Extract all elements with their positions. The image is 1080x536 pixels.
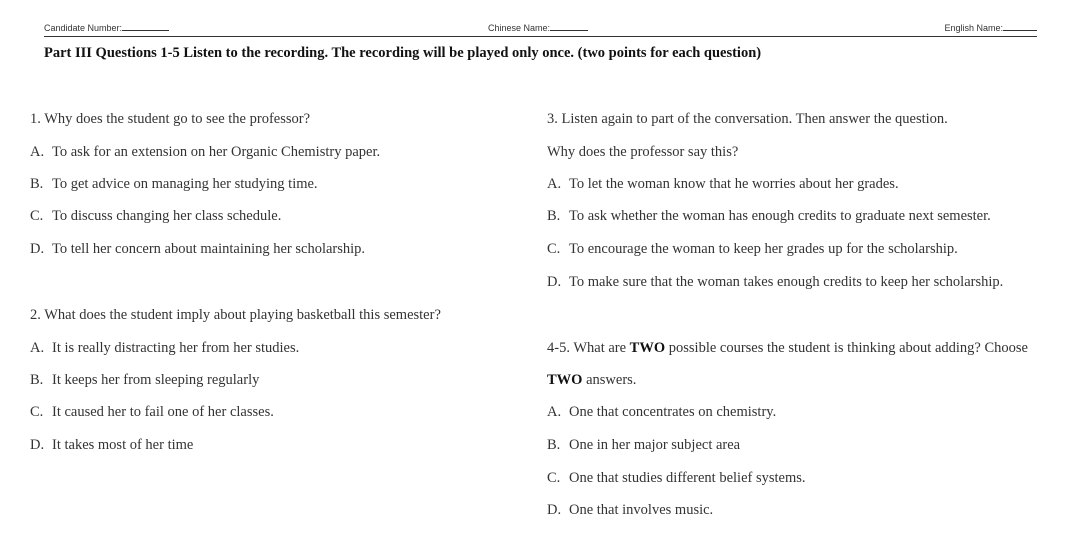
option-text: It caused her to fail one of her classes. xyxy=(52,404,274,420)
option-letter: D. xyxy=(30,437,45,453)
answer-option xyxy=(547,240,958,258)
question-stem: 1. Why does the student go to see the professor? xyxy=(30,111,311,127)
option-text: One in her major subject area xyxy=(569,437,741,453)
option-text: To ask whether the woman has enough credits to graduate next semester. xyxy=(569,208,991,224)
answer-option xyxy=(30,175,318,193)
option-letter: B. xyxy=(30,176,44,192)
option-letter: A. xyxy=(30,340,45,356)
option-letter: C. xyxy=(547,241,561,257)
option-text: One that involves music. xyxy=(569,502,714,518)
option-text: One that studies different belief systems. xyxy=(569,470,806,486)
question-stem xyxy=(547,339,1028,357)
answer-option xyxy=(30,339,299,357)
option-text: To let the woman know that he worries about her grades. xyxy=(569,176,899,192)
option-text: To ask for an extension on her Organic Chemistry paper. xyxy=(52,144,381,160)
question-stem: 2. What does the student imply about playing basketball this semester? xyxy=(30,307,441,323)
option-text: To encourage the woman to keep her grades up for the scholarship. xyxy=(569,241,958,257)
option-letter: A. xyxy=(547,404,562,420)
answer-option xyxy=(30,403,274,421)
stem-keyword: TWO xyxy=(629,340,666,356)
candidate-number-label: Candidate Number: xyxy=(44,23,123,33)
answer-option xyxy=(547,469,806,487)
chinese-name-label: Chinese Name: xyxy=(488,23,551,33)
english-name-field xyxy=(944,22,1037,33)
option-letter: B. xyxy=(547,437,561,453)
option-letter: B. xyxy=(30,372,44,388)
stem-text: 4-5. What are xyxy=(547,340,630,356)
option-letter: C. xyxy=(547,470,561,486)
part-title: Part III Questions 1-5 Listen to the recording. The recording will be played only once. (two points for each question) xyxy=(44,45,762,61)
stem-keyword: TWO xyxy=(547,372,583,388)
english-name-label: English Name: xyxy=(944,23,1003,33)
option-letter: C. xyxy=(30,208,44,224)
chinese-name-field xyxy=(488,22,588,33)
answer-option xyxy=(547,436,740,454)
exam-header xyxy=(44,20,1037,37)
option-text: It takes most of her time xyxy=(52,437,194,453)
answer-option xyxy=(30,207,281,225)
answer-option xyxy=(30,143,380,161)
answer-option xyxy=(547,207,991,225)
option-text: To tell her concern about maintaining her scholarship. xyxy=(52,241,366,257)
chinese-name-blank xyxy=(550,22,588,31)
answer-option xyxy=(547,175,899,193)
option-text: It is really distracting her from her studies. xyxy=(52,340,300,356)
option-text: To discuss changing her class schedule. xyxy=(52,208,282,224)
option-letter: C. xyxy=(30,404,44,420)
option-text: To get advice on managing her studying time. xyxy=(52,176,318,192)
option-letter: D. xyxy=(547,502,562,518)
option-letter: A. xyxy=(547,176,562,192)
option-text: To make sure that the woman takes enough credits to keep her scholarship. xyxy=(569,274,1004,290)
candidate-number-field xyxy=(44,22,169,33)
candidate-number-blank xyxy=(122,22,169,31)
answer-option xyxy=(30,436,193,454)
option-letter: D. xyxy=(547,274,562,290)
answer-option xyxy=(547,403,776,421)
answer-option xyxy=(30,371,259,389)
option-text: It keeps her from sleeping regularly xyxy=(52,372,260,388)
answer-option xyxy=(30,240,365,258)
stem-text: answers. xyxy=(582,372,637,388)
option-text: One that concentrates on chemistry. xyxy=(569,404,777,420)
option-letter: B. xyxy=(547,208,561,224)
answer-option xyxy=(547,273,1003,291)
option-letter: A. xyxy=(30,144,45,160)
option-letter: D. xyxy=(30,241,45,257)
stem-text: possible courses the student is thinking about adding? Choose xyxy=(665,340,1028,356)
question-stem-continued xyxy=(547,371,636,389)
answer-option xyxy=(547,501,713,519)
question-substem: Why does the professor say this? xyxy=(547,144,739,160)
english-name-blank xyxy=(1003,22,1037,31)
question-stem: 3. Listen again to part of the conversation. Then answer the question. xyxy=(547,111,948,127)
